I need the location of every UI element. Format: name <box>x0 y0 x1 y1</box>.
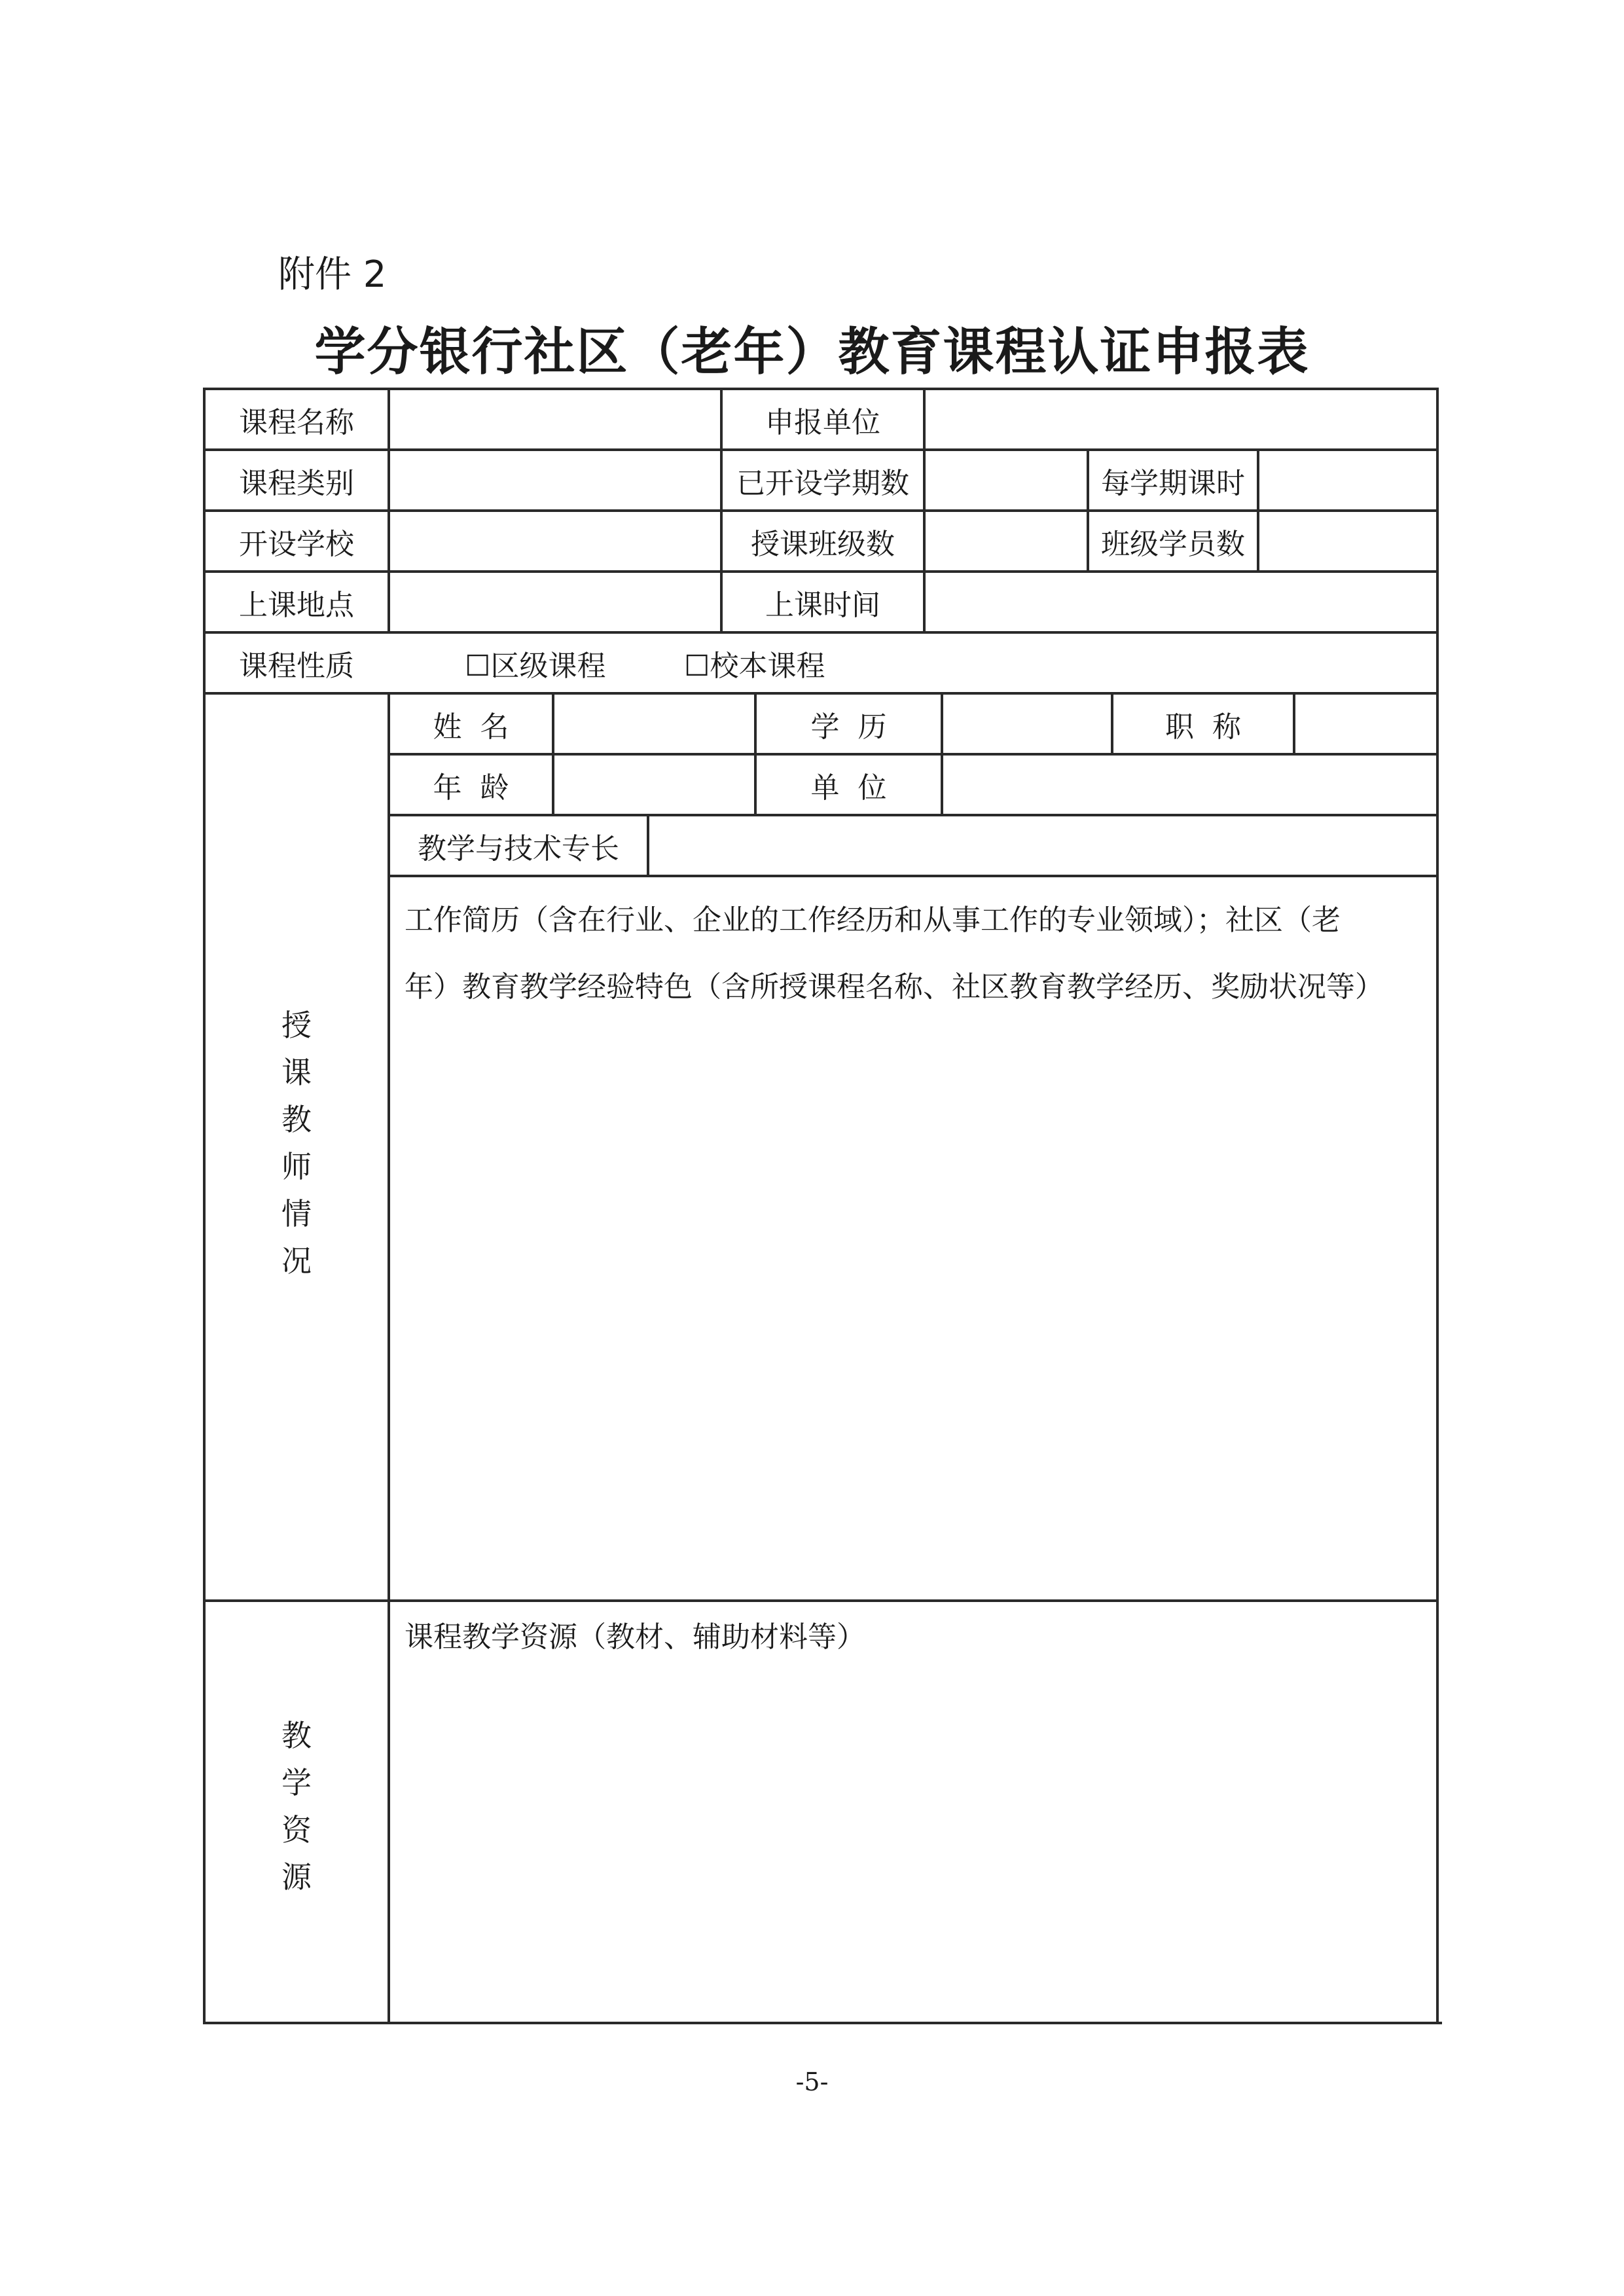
semesters-opened-label: 已开设学期数 <box>736 466 909 500</box>
section-char: 师 <box>281 1149 312 1184</box>
section-char: 况 <box>281 1243 312 1279</box>
col-divider <box>1257 448 1259 570</box>
location-label: 上课地点 <box>239 588 354 622</box>
section-divider <box>203 1599 1439 1602</box>
district-course-checkbox[interactable]: ☐区级课程 <box>465 649 606 683</box>
course-category-label: 课程类别 <box>239 466 354 500</box>
resources-description: 课程教学资源（教材、辅助材料等） <box>405 1620 865 1654</box>
hours-per-semester-label: 每学期课时 <box>1101 466 1245 500</box>
teacher-section-label <box>206 1002 388 1285</box>
section-char: 源 <box>281 1859 312 1895</box>
form-title: 学分银行社区（老年）教育课程认证申报表 <box>314 323 1310 382</box>
row-divider <box>388 875 1439 877</box>
teacher-resume-instructions <box>405 887 1426 1021</box>
page-number: -5- <box>795 2068 829 2096</box>
col-divider <box>647 814 649 875</box>
col-divider <box>941 692 943 814</box>
section-char: 课 <box>281 1055 312 1090</box>
class-time-label: 上课时间 <box>765 588 880 622</box>
course-nature-label: 课程性质 <box>239 649 354 683</box>
section-label-divider <box>388 692 390 2024</box>
course-name-label: 课程名称 <box>239 405 354 439</box>
resume-line: 工作简历（含在行业、企业的工作经历和从事工作的专业领域）；社区（老 <box>405 903 1341 937</box>
col-divider <box>1293 692 1295 753</box>
col-divider <box>923 388 926 631</box>
section-char: 授 <box>281 1008 312 1043</box>
resume-line: 年）教育教学经验特色（含所授课程名称、社区教育教学经历、奖励状况等） <box>405 970 1384 1004</box>
host-school-label: 开设学校 <box>239 527 354 561</box>
teacher-unit-label: 单 位 <box>810 771 887 805</box>
section-char: 学 <box>281 1765 312 1800</box>
teacher-name-label: 姓 名 <box>433 710 509 744</box>
col-divider <box>552 692 554 814</box>
students-per-class-label: 班级学员数 <box>1101 527 1245 561</box>
resources-section-label <box>206 1712 388 1901</box>
section-char: 资 <box>281 1812 312 1848</box>
teacher-age-label: 年 龄 <box>433 771 509 805</box>
attachment-label: 附件 2 <box>278 253 387 296</box>
section-char: 情 <box>281 1196 312 1231</box>
school-course-checkbox[interactable]: ☐校本课程 <box>684 649 825 683</box>
teacher-expertise-label: 教学与技术专长 <box>418 831 619 866</box>
section-char: 教 <box>281 1718 312 1753</box>
section-char: 教 <box>281 1102 312 1137</box>
teacher-education-label: 学 历 <box>810 710 887 744</box>
applicant-unit-label: 申报单位 <box>765 405 880 439</box>
teacher-title-label: 职 称 <box>1165 710 1241 744</box>
col-divider <box>388 388 390 631</box>
class-count-label: 授课班级数 <box>751 527 895 561</box>
